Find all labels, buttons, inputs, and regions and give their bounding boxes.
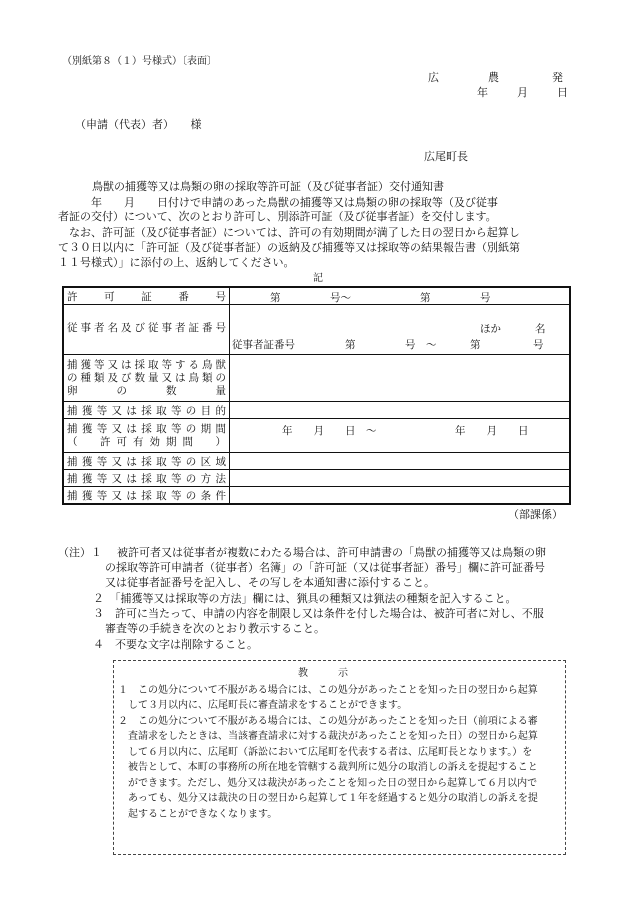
department-label: （部課係） <box>508 508 563 521</box>
note-line: の採取等許可申請者（従事者）名簿」の「許可証（又は従事者証）番号」欄に許可証番号 <box>105 561 545 574</box>
notice-line: して６月以内に、広尾町（訴訟において広尾町を代表する者は、広尾町長となります。）を <box>128 747 533 758</box>
species-label-line: 捕獲等又は採取等する鳥獣 <box>67 358 226 371</box>
worker-dai-1: 第 <box>345 339 356 351</box>
worker-dai-2: 第 <box>470 339 481 351</box>
purpose-value <box>230 402 571 419</box>
paragraph-line: １１号様式）」に添付の上、返納してください。 <box>58 256 295 269</box>
paragraph-line: 年 月 日付けで申請のあった鳥獣の捕獲等又は鳥類の卵の採取等（及び従事 <box>80 196 498 209</box>
issuer-ref-char: 農 <box>488 71 499 84</box>
note-line: 審査等の手続きを次のとおり教示すること。 <box>105 622 325 635</box>
issuer-ref-char: 広 <box>428 71 439 84</box>
notice-line: 査請求をしたときは、当該審査請求に対する裁決があったことを知った日）の翌日から起算 <box>128 731 538 742</box>
species-label-char: 卵 <box>67 384 78 397</box>
paragraph-line: て３０日以内に「許可証（及び従事者証）の返納及び捕獲等又は採取等の結果報告書（別紙第 <box>58 241 520 254</box>
permit-dai-1: 第 <box>270 292 281 304</box>
form-number-label: （別紙第８（１）号様式）〔表面〕 <box>62 56 217 67</box>
permit-go-1: 号～ <box>330 292 351 304</box>
addressee: （申請（代表）者） 様 <box>75 118 202 131</box>
worker-cert-label: 従事者証番号 <box>232 339 295 351</box>
issuer-ref-char: 発 <box>552 71 563 84</box>
notice-line: あっても、処分又は裁決の日の翌日から起算して１年を経過すると処分の取消しの訴えを提 <box>128 793 538 804</box>
period-label-line: 捕獲等又は採取等の期間 <box>67 422 226 435</box>
notice-line: ができます。ただし、処分又は裁決があったことを知った日の翌日から起算して６月以内で <box>128 778 538 789</box>
period-from: 年 月 日 ～ <box>282 425 377 437</box>
notice-line: ２ この処分について不服がある場合には、この処分があったことを知った日（前項による審 <box>118 716 538 727</box>
permit-number-value <box>230 287 571 305</box>
worker-hoka: ほか <box>480 323 501 335</box>
worker-label: 従事者名及び従事者証番号 <box>63 305 230 355</box>
species-label-char: 数 <box>166 384 177 397</box>
paragraph-line: なお、許可証（及び従事者証）については、許可の有効期間が満了した日の翌日から起算し <box>58 226 520 239</box>
period-value <box>230 419 571 453</box>
worker-mei: 名 <box>535 323 546 335</box>
notice-line: 起することができなくなります。 <box>128 809 278 820</box>
species-label <box>63 355 230 402</box>
worker-value <box>230 305 571 355</box>
notice-line: 被告として、本町の事務所の所在地を管轄する裁判所に処分の取消しの訴えを提起すること <box>128 762 538 773</box>
area-label: 捕獲等又は採取等の区域 <box>63 453 230 470</box>
area-value <box>230 453 571 470</box>
permit-go-2: 号 <box>480 292 491 304</box>
note-line: ４ 不要な文字は削除すること。 <box>93 638 258 651</box>
date-day: 日 <box>557 86 568 99</box>
period-label <box>63 419 230 453</box>
method-value <box>230 470 571 487</box>
permit-dai-2: 第 <box>420 292 431 304</box>
period-label-line: （ 許可有効期間 ） <box>67 435 226 448</box>
species-label-char: の <box>116 384 127 397</box>
permit-details-table <box>62 286 571 505</box>
notice-title: 教 示 <box>298 668 348 679</box>
note-line: 被許可者又は従事者が複数にわたる場合は、許可申請書の「鳥獣の捕獲等又は鳥類の卵 <box>117 546 546 559</box>
notice-line: して３月以内に、広尾町長に審査請求をすることができます。 <box>128 700 408 711</box>
species-label-char: 量 <box>215 384 226 397</box>
note-line: ２ 「捕獲等又は採取等の方法」欄には、猟具の種類又は猟法の種類を記入すること。 <box>93 592 517 605</box>
purpose-label: 捕獲等又は採取等の目的 <box>63 402 230 419</box>
worker-go-1: 号 ～ <box>405 339 437 351</box>
date-year: 年 <box>477 86 488 99</box>
notes-heading: （注）１ <box>58 546 102 559</box>
method-label: 捕獲等又は採取等の方法 <box>63 470 230 487</box>
issuer-name: 広尾町長 <box>424 150 468 163</box>
species-label-line: の種類及び数量又は鳥類の <box>67 371 226 384</box>
permit-number-label: 許可証番号 <box>63 287 230 305</box>
condition-value <box>230 487 571 505</box>
note-line: ３ 許可に当たって、申請の内容を制限し又は条件を付した場合は、被許可者に対し、不服 <box>93 607 544 620</box>
paragraph-line: 者証の交付）について、次のとおり許可し、別添許可証（及び従事者証）を交付します。 <box>58 210 497 223</box>
document-title: 鳥獣の捕獲等又は鳥類の卵の採取等許可証（及び従事者証）交付通知書 <box>92 180 444 193</box>
note-line: 又は従事者証番号を記入し、その写しを本通知書に添付すること。 <box>105 576 435 589</box>
period-to: 年 月 日 <box>455 425 529 437</box>
date-month: 月 <box>517 86 528 99</box>
condition-label: 捕獲等又は採取等の条件 <box>63 487 230 505</box>
worker-go-2: 号 <box>533 339 544 351</box>
ki-heading: 記 <box>313 273 323 284</box>
species-value <box>230 355 571 402</box>
notice-line: １ この処分について不服がある場合には、この処分があったことを知った日の翌日から起算 <box>118 685 538 696</box>
